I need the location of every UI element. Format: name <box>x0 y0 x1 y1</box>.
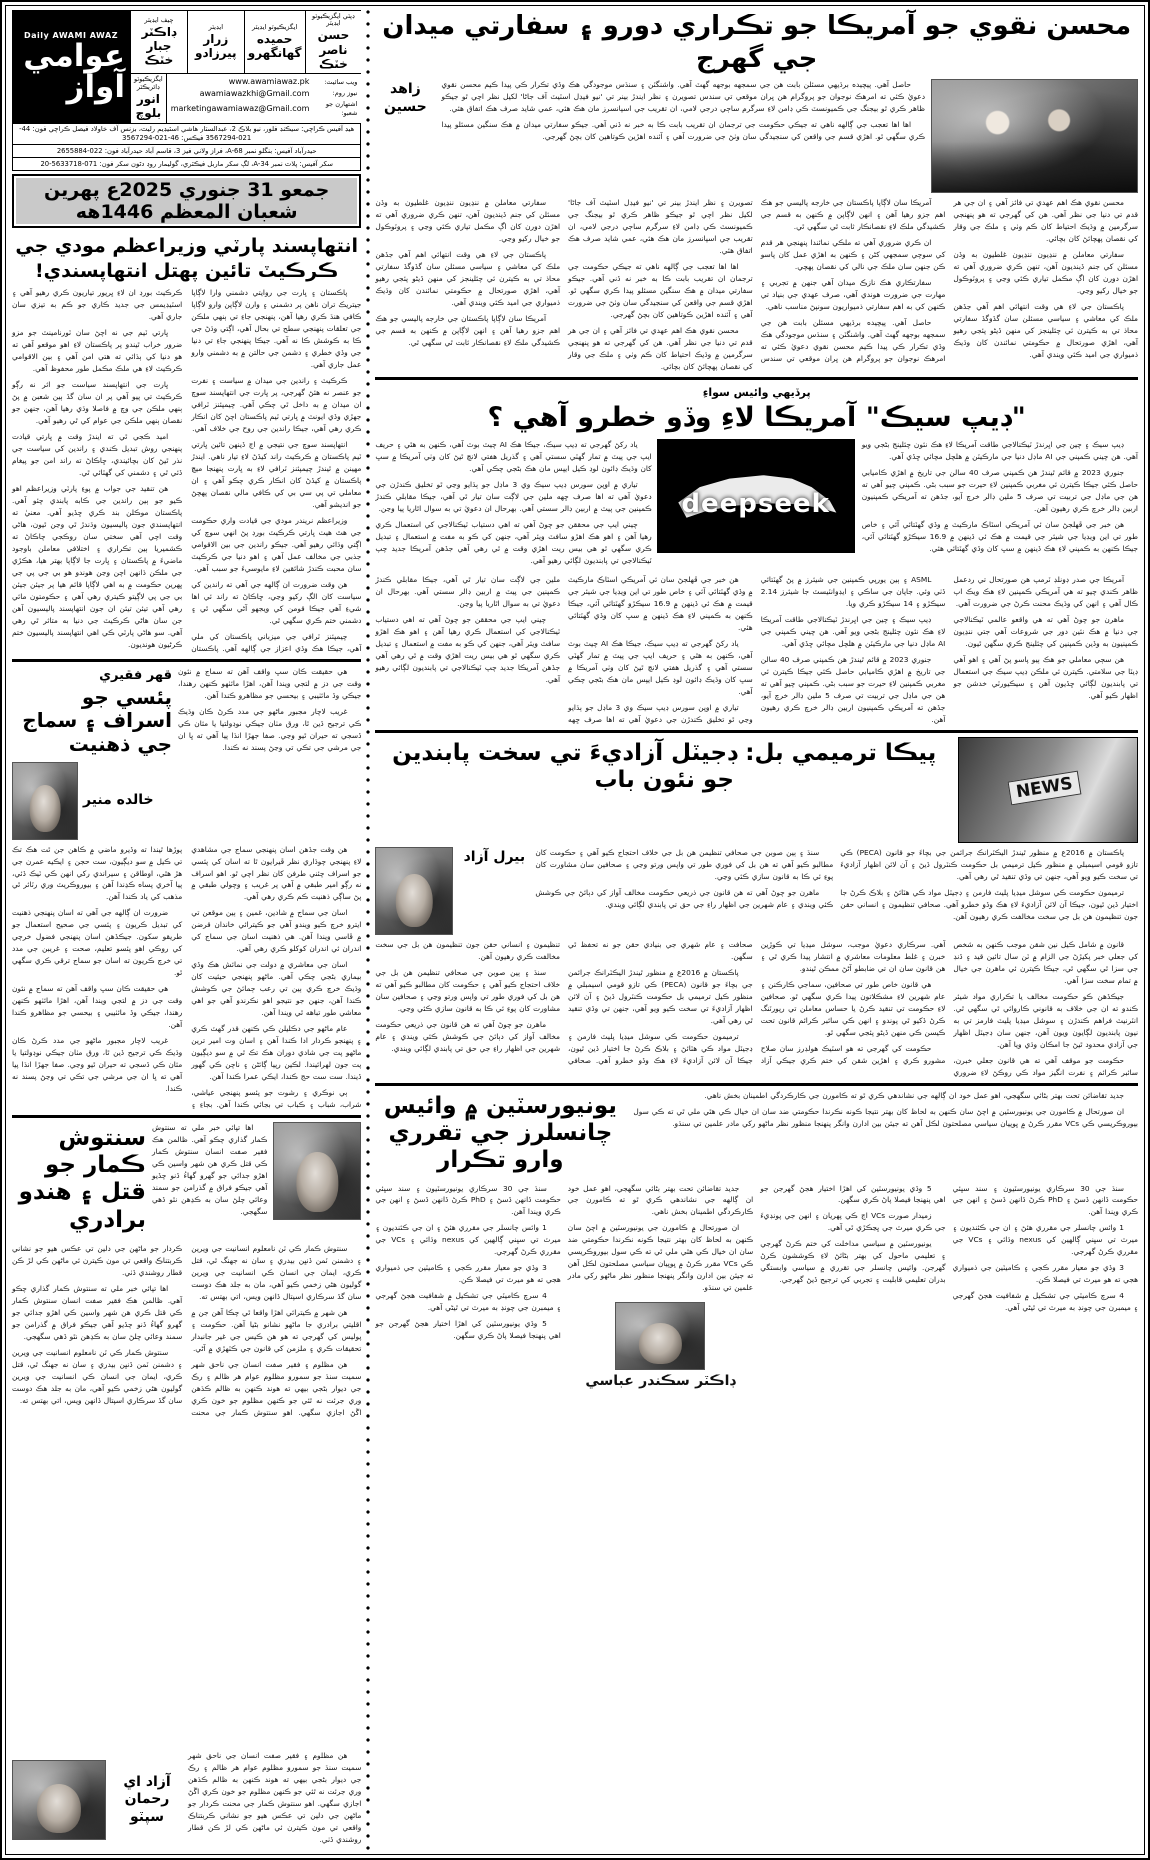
staff-role: ايڊيٽر <box>208 22 224 31</box>
paragraph: سنڌ جي 30 سرڪاري يونيورسٽيون ۽ سند سڀئي حڪومت ڏانهن ڏسڻ ۽ PhD ڪرڻ ڏانهن ڏسڻ ۽ انهن جي ڪري ويندا آهن. <box>952 1183 1138 1217</box>
paragraph: جنوري 2023 ۾ قائم ٿيندڙ هن ڪمپني صرف 40 سالن جي تاريخ ۾ اهڙي ڪاميابي حاصل ڪئي جيڪا ڪيترن ئي مغربي ڪمپنين لاءِ حيرت جو سبب بڻي. ڪمپني چيو آهي ته هن جي ماڊل جي تربيت تي صرف 5 ملين ڊالر خرچ آيو، جڏهن ته آمريڪي ڪمپنيون اربين ڊالر خرچ ڪري رهيون آهن. <box>760 655 946 725</box>
author-block <box>375 79 435 193</box>
paragraph: ماهرن جو چوڻ آهي ته هن قانون جي ذريعي حڪومت مخالف آواز کي دٻائڻ جي ڪوشش ڪئي ويندي ۽ عام شهرين جي اظهار راءِ جي حق تي پابندي لڳائي ويندي. <box>375 1020 561 1054</box>
author-photo <box>12 1760 106 1840</box>
paragraph: پاڪستان ۽ ڀارت جي روايتي دشمني وارا لاڳاپا جيتريڪ تران ناهن پر دشمني ۽ وارن لاڳاپن وارو لاڳاپا ڪافي هنڌ ڪري رهيا آهن، پنهنجي جاءِ تي ٻنهي ملڪن جي تعلقات پنهنجي سطح تي بحال آهي، اڳتي وڌڻ جي ڪا به ڪوشش ڪا نه آهي. جيڪا پنهنجي جاءِ تي دنيا جي وڏي خطري ۽ دشمن جي حالتن ۾ به دشمني وارو عمل جاري آهي. <box>191 288 362 370</box>
paragraph: 1 وائس چانسلر جي مقرري هئڻ ۽ ان جي ڪئنديون ۽ ميرٽ تي سڀني ڳالهين کي nexus وڌائي ۽ VCs جي مقرري ڪرڻ گهرجي. <box>952 1223 1138 1257</box>
paragraph: آمريڪا سان لاڳاپا پاڪستان جي خارجه پاليسي جو هڪ اهم جزو رهيا آهن ۽ انهن لاڳاپن ۾ ڪنهن به قسم جي ڪشيدگي ملڪ لاءِ نقصانڪار ثابت ٿي سگهي ٿي. <box>375 313 561 347</box>
paragraph: هن خبر جي ڦهلجڻ سان ئي آمريڪي اسٽاڪ مارڪيٽ ۾ وڏي گهٽتائي آئي ۽ خاص طور تي اين ويڊيا جي شيئر جي قيمت ۾ هڪ ئي ڏينهن ۾ 16.9 سيڪڙو گهٽتائي آئي، جيڪا ڪنهن به ڪمپني لاءِ هڪ ڏينهن ۾ سڀ کان وڏي گهٽتائي هئي. <box>568 575 753 633</box>
article-body-deepseek <box>375 574 1138 726</box>
paragraph: آمريڪا جي صدر ڊونلڊ ٽرمپ هن صورتحال تي ردعمل ظاهر ڪندي چيو ته هي آمريڪي ڪمپنين لاءِ هڪ ويڪ اپ ڪال آهي ۽ انهن کي وڌيڪ محنت ڪرڻ جي ضرورت آهي. <box>953 575 1138 609</box>
staff-name: حسن ناصر خٽڪ <box>317 28 350 72</box>
paragraph: ڀارت جي انتهاپسند سياست جو اثر نه رڳو ڪرڪيٽ تي پيو آهي پر ان سان گڏ ٻين شعبن ۾ پڻ ٻنهي ملڪن جي وچ ۾ فاصلا وڌي رهيا آهن، جنهن جو نقصان ٻنهي ملڪن جي عوام کي ٿي رهيو آهي. <box>12 380 183 426</box>
editorial-body <box>12 287 361 655</box>
author-photo <box>615 1302 705 1370</box>
paragraph: محسن نقوي هڪ اهم عهدي تي فائز آهي ۽ ان جي هر قدم تي دنيا جي نظر آهي. هن کي گهرجي ته هو پنهنجي سرگرمين ۾ وڌيڪ احتياط کان ڪم وٺي ۽ ملڪ جي وقار کي نقصان پهچائڻ کان بچائي. <box>953 198 1138 243</box>
paragraph: سفارتي معاملن ۾ ننڍيون ننڍيون غلطيون به وڏن مسئلن کي جنم ڏينديون آهن، تنهن ڪري ضروري آهي ته اهڙن دورن کان اڳ مڪمل تياري ڪئي وڃي ۽ پروٽوڪول جو خيال رکيو وڃي. <box>375 198 561 243</box>
contact-value: awamiawazkhi@Gmail.com <box>199 89 310 99</box>
paragraph: هي حقيقت ڪان سڀ واقف آهن ته سماج ۾ نئون وقت جي دز ۾ لتجي ويندا آهن، اهڙا مائٺهو ڪنهن رهندا، جيڪي وڏ مائٺيبي ۽ بيحسي جو مظاهرو ڪندا آهن. <box>178 666 362 700</box>
paragraph: ان صورتحال ۾ ڪامورن جي يونيورسٽين ۾ اچڻ سان ڪنهن به لحاظ کان بهتر نتيجا ڪونه نڪرندا حڪومتي ضد سان ان خيال ڪي هٿي ملي ٿي ته ڪي سول بيوروڪريسي ڪي VCs مقرر ڪرڻ ۾ ڀوپيان سياسي مصلحتون لڪل آهن ته جيئن بين ادارن وانگر پنهنجا منظور نظر ماڻهو رکي مادر علمين تي سنڌو. <box>567 1223 754 1293</box>
paragraph: ضرورت ان ڳالهه جي آهي ته اسان پنهنجي ذهنيت کي تبديل ڪريون ۽ پئسي جي صحيح استعمال جو طريقو سکون. جيڪڏهن اسان پنهنجي فضول خرچي کي روڪي اهو پئسو تعليم، صحت ۽ غريبن جي مدد تي خرچ ڪريون ته اسان جو سماج ترقي ڪري سگهي ٿو. <box>12 908 183 978</box>
contact-label: نيوز روم: <box>332 89 358 98</box>
paragraph: ڀارتي ٽيم جي نه اچڻ سان ٽورنامينٽ جو مزو ضرور خراب ٿيندو پر پاڪستان لاءِ اهو موقعو آهي ته هو دنيا کي ٻڌائي ته هتي امن آهي ۽ بين الاقوامي ڪرڪيٽ لاءِ هي ملڪ مڪمل طور محفوظ آهي. <box>12 328 183 374</box>
paragraph: سفارتي معاملن ۾ ننڍيون ننڍيون غلطيون به وڏن مسئلن کي جنم ڏينديون آهن، تنهن ڪري ضروري آهي ته اهڙن دورن کان اڳ مڪمل تياري ڪئي وڃي ۽ پروٽوڪول جو خيال رکيو وڃي. <box>953 249 1138 295</box>
section-divider <box>375 730 1138 733</box>
section-divider <box>375 1083 1138 1086</box>
address-sukkur: سکر آفيس: پلاٽ نمبر A-34، لڳ سکر ماربل فيڪٽري، گوليمار روڊ دٿون سکر فون: 071-5633718-20 <box>13 157 360 170</box>
paragraph: غريب لاچار مجبور ماڻهو جي مدد ڪرڻ ڪان وڌيڪ ڪي ترجيح ڏين ٿا، ورق مٺان جيڪي نوڊولتيا يا مثان ڪي ڏسجي ته حيران ٿيو وڃي. صفا جهڙا انڌا پيا آهي ته ڀا ان جي مرشي جي تڪي تي وڃڻ پسند نه ڪندا. <box>12 1036 183 1094</box>
paragraph: 4 سرچ ڪاميٽي جي تشڪيل ۾ شفافيت هجڻ گهرجي ۽ ميمبرن جي چونڊ به ميرٽ تي ٿيڻي آهي. <box>952 1291 1138 1313</box>
staff-editor <box>187 11 244 73</box>
column-qahar-faqiri <box>12 666 361 1111</box>
paragraph: ٻي نوڪري ۽ رشوت جو پئسو پنهنجي عياشي، شراب، شباب ۽ ڪباب تي بجائي ڪندا آهن. بجاءِ ۽ پوڙها ٿيندا ته وڏيرو ماضي ۾ ڪاهن جن ٿت هڪ تڪ تي ڪيل ۾ سو ديڳيون، ست حجن ۽ ايڪيه عمرن جي هڙ هٿي، اوطاقن ۽ سيراندي رکي انهن ڪي ٽيڪ ڏئي، پيا آخري پساه ڪڍندا آهن ۽ بيوروڪريٽ وري رٽائر ٿي مذهب کي ياد ڪندا آهن. <box>12 844 362 1110</box>
author-photo <box>12 762 78 840</box>
paragraph: اها اها تعجب جي ڳالهه ناهي ته جيڪي حڪومت جي ترجمان ان تقريب بابت ڪا به خبر نه ڏني آهي. جيڪو سفارتي ميدان ۾ هڪ سنگين مسئلو پيدا ڪري سگهي ٿو. اهڙي قسم جي واقعن کي سنجيدگي سان وٺڻ جي ضرورت آهي ۽ آئنده اهڙين ڪوتاهين کان بچڻ گهرجي. <box>568 261 753 319</box>
paragraph: اسان جي معاشري ۾ دولت جي نمائش هڪ وڏي بيماري بڻجي چڪي آهي. ماڻهو پنهنجي حيثيت کان وڌيڪ خرچ ڪري ٻين تي رعب ڄمائڻ جي ڪوشش ڪندا آهن، جنهن جو نتيجو اهو نڪرندو آهي جو اهي معاشي طور تباهه ٿي ويندا آهن. <box>191 960 362 1018</box>
section-divider <box>375 377 1138 380</box>
staff-deputy-exec-editor <box>305 11 362 73</box>
publication-date: جمعو 31 جنوري 2025ع پهرين شعبان المعظم 1446هه <box>16 178 357 224</box>
staff-role: ايگزيڪيوٽو ڊائريڪٽر <box>134 75 163 91</box>
staff-role: ايگزيڪيوٽو ايڊيٽر <box>252 22 298 31</box>
section-divider <box>12 659 361 662</box>
staff-exec-editor <box>244 11 305 73</box>
newspaper-logo <box>12 10 130 124</box>
paragraph: قانون ۾ شامل ڪيل نين شقن موجب ڪنهن به شخص کي جعلي خبر پکيڙڻ جي الزام ۾ ٽن سال تائين قيد ۽ ڏنڊ جي سزا ٿي سگهي ٿي، جيڪا ڪيترن ئي ماهرن جي خيال ۾ تمام سخت سزا آهي. <box>953 940 1138 986</box>
paragraph: هن مظلوم ۽ فقير صفت انسان جي ناحق شهر سميت سنڌ جو سمورو مظلوم عوام هر ظالم ۽ رڪ جي ديوار بڻجي بيهي ته هوند ڪنهن به ظالم ڪڌهن وري جرئت نه ٿئي جو ڪنهن مظلوم جو خون ڪري اڱڻ اجازي سگهي. اهو سنتوش ڪمار جي محنت ڪردار جو ماڻهن جي دلين تي عڪس هيو جو نشاني ڪربتناڪ واقعي تي مون ڪيترن ئي ماڻهن ڪي لڙ ڪن قطار روشندي ڏٺي. <box>12 1243 362 1417</box>
paragraph: جنوري 2023 ۾ قائم ٿيندڙ هن ڪمپني صرف 40 سالن جي تاريخ ۾ اهڙي ڪاميابي حاصل ڪئي جيڪا ڪيترن ئي مغربي ڪمپنين لاءِ حيرت جو سبب بڻي. ڪمپني چيو آهي ته هن جي ماڊل جي تربيت تي صرف 5 ملين ڊالر خرچ آيو، جڏهن ته آمريڪي ڪمپنيون اربين ڊالر خرچ ڪري رهيون آهن. <box>861 467 1138 513</box>
author-name: ڊاڪٽر سڪندر عباسي <box>585 1373 736 1390</box>
paragraph: تياري ۾ اوپن سورس ڊيپ سيڪ وي 3 ماڊل جو ٻڌايو وڃي ٿو تخليق ڪندڙن جي دعويٰ آهي ته اها صرف ڇهه ملين جي لاڳت سان تيار ٿي آهي، جيڪا مقابلي ڪندڙ ڪمپنين جي پيٽ ۾ اربين ڊالر سستي آهي. بهرحال ان دعويٰ تي به سوال اٿاريا پيا وڃن. <box>375 575 753 725</box>
paragraph: اسان جي سماج ۾ شادين، غمين ۽ ٻين موقعن تي ايترو خرچ ڪيو ويندو آهي جو ڪيترائي خاندان قرضن ۾ ڦاسي ويندا آهن. هي ذهنيت اسان جي سماج کي اندران ئي اندران کوکلو ڪري رهي آهي. <box>191 908 362 954</box>
paragraph: سفارتڪاري هڪ نازڪ ميدان آهي جنهن ۾ تجربي ۽ مهارت جي ضرورت هوندي آهي، صرف عهدي جي بنياد تي ڪنهن کي به اهم سفارتي ذميواريون سونپڻ مناسب ناهي. <box>760 277 946 311</box>
paragraph: 1 وائس چانسلر جي مقرري هئڻ ۽ ان جي ڪئنديون ۽ ميرٽ تي سڀني ڳالهين کي nexus وڌائي ۽ VCs جي مقرري ڪرڻ گهرجي. <box>375 1223 561 1257</box>
article-headline: يونيورسٽين ۾ وائيس چانسلرز جي تقرري وارو تڪرار <box>383 1093 617 1174</box>
paragraph: سنتوش ڪمار ڪي ٽن نامعلوم انسانيت جي ويرين ۽ دشمنن ٽمن ڏنڀن بيدري ۽ سان نه جهنگ ٿي، قتل ڪري، ايمان جي انسان ڪي انسانيت جي ويرين گوليون هڻي زخمي ڪيو آهي، مان به جلد هڪ دوست سان گڏ سرڪاري اسپتال ڏانهن ويس، اتي بهتس ته. <box>12 1347 183 1405</box>
paragraph: اميد ڪجي ٿي ته ايندڙ وقت ۾ ڀارتي قيادت پنهنجي روش تبديل ڪندي ۽ راندين کي سياست جي نذر ٿيڻ کان بچائيندي، ڇاڪاڻ ته راند امن جو پيغام ڏئي ٿي ۽ دشمني کي گهٽائي ٿي. <box>12 432 183 477</box>
contact-label: ويب سائيٽ: <box>324 77 358 86</box>
paragraph: چيمپئنز ٽرافي جي ميزباني پاڪستان کي ملي آهي، جيڪا هڪ وڏي اعزاز جي ڳالهه آهي. پاڪستان ڪرڪيٽ بورڊ ان لاءِ ڀرپور تياريون ڪري رهيو آهي ۽ اسٽيڊيمس جي جديد ڪاري جو ڪم به تيزي سان جاري آهي. <box>12 288 362 653</box>
paragraph: اها تپائي خبر ملي ته سنتوش ڪمار گذاري چڪو آهي. ظالمن هڪ فقير صفت انسان سنتوش ڪمار ڪي قتل ڪري هن شهر واسين ڪي اهڙو جدائي جو گهرو گهاءُ ڏنو چڏيو آهي جيڪو فراق ۾ گذرامن جو سمند وعائي چلڻ سان به ڪڍهن نٿو ڏهي سگهجي. <box>12 1283 183 1341</box>
masthead <box>12 10 361 124</box>
paragraph: سنڌ ۽ ٻين صوبن جي صحافي تنظيمن هن بل جي خلاف احتجاج ڪيو آهي ۽ حڪومت کان مطالبو ڪيو آهي ته هن بل کي فوري طور تي واپس ورتو وڃي ۽ صحافين سان مشاورت کان پوءِ ئي ڪا به قانون سازي ڪئي وڃي. <box>375 968 561 1014</box>
victim-photo <box>273 1122 361 1220</box>
paragraph: هي قانون خاص طور تي صحافين، سماجي ڪارڪنن ۽ عام شهرين لاءِ مشڪلاتون پيدا ڪري سگهي ٿو. صحافين لاءِ حڪومت تي تنقيد ڪرڻ يا حساس معاملن تي رپورٽنگ ڪرڻ ڏکيو ٿي پوندو ۽ انهن ڪي سائبر ڪرائم قانون تحت ڪيسن ڪي منهن ڏيڻو پئجي سگهي ٿو. <box>760 980 946 1038</box>
staff-role: چيف ايڊيٽر <box>144 15 174 24</box>
staff-row-editors <box>131 11 361 74</box>
paragraph: ماهرن جو چوڻ آهي ته هي واقعو عالمي ٽيڪنالاجي جي دنيا ۾ هڪ نئين دور جي شروعات آهي جتي ننڍيون ڪمپنيون به وڏين ڪمپنين کي چئلينج ڪري سگهن ٿيون. <box>953 615 1138 649</box>
column-body-qahar <box>12 844 361 1112</box>
paragraph: زميدار صورت VCs اڄ ڪي پهريان ۽ انهن جي پونڊيءَ جي ڪري ميرٽ جي ڀڃڪڙي ٿي آهي. <box>760 1211 946 1233</box>
staff-name: حميده گهانگهرو <box>247 31 302 61</box>
paragraph: پاڪستان ۾ 2016ع ۾ منظور ٿيندڙ اليڪٽرانڪ جرائمن جي بچاءَ جو قانون (PECA) ڪي تازو قومي اسيمبلي ۾ منظور ڪيل ترميمي بل حڪومت ڪنٽرول ڏيڻ ۽ آن لائن اظهار آزاديءَ تي سخت ڪيو ويو آهي، جنهن تي وڏي تنقيد ٿي رهي آهي. <box>840 848 1138 882</box>
paragraph: ترميمون حڪومت ڪي سوشل ميڊيا پليٽ فارمن ۽ ڊجيٽل مواد ڪي هٽائڻ ۽ بلاڪ ڪرڻ جا اختيار ڏين ٿيون، جيڪا آن لائن آزاديءَ لاءِ هڪ وڏو خطرو آهي. صحافي تنظيمون ۽ انساني حقن جون تنظيمون هن بل جي سخت مخالفت ڪري رهيون آهن. <box>375 940 753 1066</box>
paragraph: سنڌ جي 30 سرڪاري يونيورسٽيون ۽ سند سڀئي حڪومت ڏانهن ڏسڻ ۽ PhD ڪرڻ ڏانهن ڏسڻ ۽ انهن جي ڪري ويندا آهن. <box>375 1183 561 1217</box>
paragraph: هن وقت ضرورت ان ڳالهه جي آهي ته راندين کي سياست کان الڳ رکيو وڃي، ڇاڪاڻ ته راند ئي اها شيءِ آهي جيڪا قومن کي ويجهو آڻي سگهي ٿي ۽ دشمني ختم ڪري سگهي ٿي. <box>191 579 362 625</box>
paragraph: آمريڪا سان لاڳاپا پاڪستان جي خارجه پاليسي جو هڪ اهم جزو رهيا آهن ۽ انهن لاڳاپن ۾ ڪنهن به قسم جي ڪشيدگي ملڪ لاءِ نقصانڪار ثابت ٿي سگهي ٿي. <box>760 198 946 231</box>
paragraph: هن شهر ۾ ڪيترائي اهڙا واقعا ٿي چڪا آهن جن ۾ اقليتي برادري جا ماڻهو نشانو بڻيا آهن. حڪومت ۽ پوليس کي گهرجي ته هو هن ڪيس جي غير جانبدار تحقيقات ڪري ۽ ملزمن کي قانون جي ڪٽهڙي ۾ آڻي. <box>191 1307 362 1353</box>
staff-name: زرار پيرزادو <box>195 31 237 61</box>
staff-name: انور بلوچ <box>135 91 162 121</box>
paragraph: حڪومت کي گهرجي ته هو اسٽيڪ هولڊرز سان صلاح مشورو ڪري ۽ اهڙين شقن کي ختم ڪري جيڪي آزاد صحافت ۽ عام شهري جي بنيادي حقن جو نه تحفظ ٿي سگهن. <box>568 940 946 1066</box>
logo-sindhi-text: عوامي آواز <box>23 37 125 105</box>
paragraph: ASML ۽ ٻين يورپي ڪمپنين جي شيئرز ۾ پڻ گهٽتائي ڏٺي وئي. جاپان جي ساڪي ۽ ايڊوانٽيسٽ جا شيئرز 2.14 سيڪڙو ۽ 14 سيڪڙو ڪري ويا. <box>760 575 946 609</box>
staff-row-contacts <box>131 74 361 122</box>
contact-value: marketingawamiawaz@Gmail.com <box>170 104 310 114</box>
article-santosh-kumar <box>12 1122 361 1850</box>
paragraph: پاڪستان ۾ 2016ع ۾ منظور ٿيندڙ اليڪٽرانڪ جرائمن جي بچاءَ جو قانون (PECA) ڪي تازو قومي اسيمبلي ۾ منظور ڪيل ترميمي بل حڪومت ڪنٽرول ڏيڻ ۽ آن لائن اظهار آزاديءَ تي سخت ڪيو ويو آهي، جنهن تي وڏي تنقيد ٿي رهي آهي. <box>568 968 753 1026</box>
paragraph: جديد تقاضائن تحت بهتر بڻائي سگهجي، اهو عمل خود ان ڳالهه جي نشاندهي ڪري ٿو ته ڪامورن جي ڪارڪردگي اطمينان بخش ناهي. <box>704 1091 1124 1101</box>
contact-marketing[interactable] <box>171 100 358 119</box>
author-name: آزاد اي رحمان سپٽو <box>123 1773 171 1825</box>
address-hyderabad: حيدرآباد آفيس: بنگلو نمبر A-68، فراز ولاني فيز 3، قاسم آباد حيدرآباد فون: 022-2655884 <box>13 144 360 157</box>
paragraph: حاصل آهي. پيچيده برڌيهي مسئلن بابت هن جي سمجهه بوجهه گهٽ آهي. واشنگٽن ۽ سنڌس موجودگي هڪ وڏي تڪرار ڪي پيدا ڪيم محسن نقوي دعويٰ ڪئي ته امرهڪ نوجوان جو پروگرام هن ڀران موقعي تي سندس تصويرن ۽ نظر ايندڙ بينر تي 'نيو فيڊل اسٽيٽ آف جاڻا' لکيل نظر اچي ٿو جيڪو ظاهر ڪري ٿو بيجنگ جي ڪميونسٽ ڪي ڊامن لاءِ سرگرم ساڄي درجي لامي، ان تقريب جي اسپانسرز مان هڪ هئي، عمي شايد صرف هڪ اتفاق هئي. <box>441 80 925 113</box>
main-content-region <box>371 6 1144 1854</box>
paragraph: 3 وڏي جو معيار مقرر ڪجي ۽ ڪاميٽين جي ذميواري هجي ته هو ميرٽ تي فيصلا ڪن. <box>375 1263 561 1285</box>
article-mohsin-naqvi <box>375 10 1138 193</box>
staff-chief-editor <box>131 11 187 73</box>
contact-newsroom[interactable] <box>171 88 358 100</box>
paragraph: اها تپائي خبر ملي ته سنتوش ڪمار گذاري چڪو آهي. ظالمن هڪ فقير صفت انسان سنتوش ڪمار ڪي قتل ڪري هن شهر واسين ڪي اهڙو جدائي جو گهرو گهاءُ ڏنو چڏيو آهي جيڪو فراق ۾ گذرامن جو سمند وعائي چلڻ سان به ڪڍهن نٿو ڏهي سگهجي. <box>152 1123 268 1217</box>
paragraph: 3 وڏي جو معيار مقرر ڪجي ۽ ڪاميٽين جي ذميواري هجي ته هو ميرٽ تي فيصلا ڪن. <box>952 1263 1138 1285</box>
column-separator <box>365 6 371 1854</box>
paragraph: وزيراعظم نريندر مودي جي قيادت واري حڪومت جي هٿ هيٺ ڀارتي ڪرڪيٽ بورڊ پڻ انهي سوچ کي اڳتي وڌائي رهيو آهي. جيڪو راندين جي بين الاقوامي جذبي جي مخالف عمل آهي ۽ اهو دنيا جي ڪرڪيٽ سان محبت ڪندڙ شائقين لاءِ مايوسيءَ جو سبب آهي. <box>191 515 362 573</box>
contact-value: www.awamiawaz.pk <box>228 77 310 87</box>
article-peca <box>375 737 1138 1079</box>
paragraph: هن خبر جي ڦهلجڻ سان ئي آمريڪي اسٽاڪ مارڪيٽ ۾ وڏي گهٽتائي آئي ۽ خاص طور تي اين ويڊيا جي شيئر جي قيمت ۾ هڪ ئي ڏينهن ۾ 16.9 سيڪڙو گهٽتائي آئي، جيڪا ڪنهن به ڪمپني لاءِ هڪ ڏينهن ۾ سڀ کان وڏي گهٽتائي هئي. <box>861 519 1139 553</box>
paragraph: ماهرن جو چوڻ آهي ته هن قانون جي ذريعي حڪومت مخالف آواز کي دٻائڻ جي ڪوشش ڪئي ويندي ۽ عام شهرين جي اظهار راءِ جي حق تي پابندي لڳائي ويندي. <box>535 888 834 910</box>
contact-website[interactable] <box>171 76 358 88</box>
article-kicker: پرڏيهي وائيس سواءِ <box>702 385 811 399</box>
paragraph: حڪومت جو موقف آهي ته هي قانون جعلي خبرن، سائبر ڪرائم ۽ نفرت انگيز مواد ڪي روڪڻ لاءِ ضروري آهي. سرڪاري دعويٰ موجب، سوشل ميڊيا تي ڪوڙين خبرن ۽ غلط معلومات معاشري ۾ انتشار پيدا ڪري ٿي ۽ هن قانون سان ان تي ضابطو آڻڻ ممڪن ٿيندو. <box>760 940 1138 1078</box>
paragraph: اها اها تعجب جي ڳالهه ناهي ته جيڪي حڪومت جي ترجمان ان تقريب بابت ڪا به خبر نه ڏني آهي. جيڪو سفارتي ميدان ۾ هڪ سنگين مسئلو پيدا ڪري سگهي ٿو. اهڙي قسم جي واقعن کي سنجيدگي سان وٺڻ جي ضرورت آهي ۽ آئنده اهڙين ڪوتاهين کان بچڻ گهرجي. <box>441 119 925 141</box>
paragraph: جيڪڏهن ڪو حڪومت مخالف يا تڪراري مواد شيئر ڪندو ته ان جي خلاف به قانوني ڪاروائي ٿي سگهي ٿي. انٽرنيٽ فراهم ڪندڙن ۽ سوشل ميڊيا پليٽ فارمز تي به نيون پابنديون لڳايون ويون آهن، جنهن سان ڊجيٽل اظهار جي آزادي محدود ٿيڻ جا امڪان وڌي ويا آهن. <box>953 992 1138 1050</box>
paragraph: ترميمون حڪومت ڪي سوشل ميڊيا پليٽ فارمن ۽ ڊجيٽل مواد ڪي هٽائڻ ۽ بلاڪ ڪرڻ جا اختيار ڏين ٿيون، جيڪا آن لائن آزاديءَ لاءِ هڪ وڏو خطرو آهي. صحافي تنظيمون ۽ انساني حقن جون تنظيمون هن بل جي سخت مخالفت ڪري رهيون آهن. <box>840 888 1138 922</box>
paragraph: 5 وڏي يونيورسٽين کي اهڙا اختيار هجڻ گهرجن جو اهي پنهنجا فيصلا پاڻ ڪري سگهن. <box>760 1183 946 1205</box>
staff-box <box>130 10 361 124</box>
paragraph: چيني ايپ جي محققن جو چوڻ آهي ته اهي دستياب ٽيڪنالاجي کي استعمال ڪري رهيا آهن ۽ اهو هڪ اهڙو سافٽ ويئر آهي، جنهن کي ڪو به مفت ۾ استعمال ۽ تبديل ڪري سگهي ٿو هي بيس ريت اهڙي وقت ۾ ٿي رهي آهي جڏهن آمريڪا جديد چپ ٽيڪنالاجي تي پابنديون لڳائي رهيو آهي. <box>375 615 561 685</box>
article-body-santosh <box>12 1243 361 1747</box>
article-headline: محسن نقوي جو آمريڪا جو تڪراري دورو ۽ سفارتي ميدان جي گهرج <box>382 11 1132 74</box>
logo-english-text: Daily AWAMI AWAZ <box>23 30 119 40</box>
staff-name: ڊاڪٽر جبار خٽڪ <box>141 24 177 68</box>
paragraph: غريب لاچار مجبور ماڻهو جي مدد ڪرڻ ڪان وڌيڪ ڪي ترجيح ڏين ٿا، ورق مٺان جيڪي نوڊولتيا يا مثان ڪي ڏسجي ته حيران ٿيو وڃي. صفا جهڙا انڌا پيا آهي ته ڀا ان جي مرشي جي تڪي تي وڃڻ پسند نه ڪندا. <box>178 706 362 752</box>
author-block <box>460 847 528 935</box>
paragraph: پاڪستان جي لاءِ هي وقت انتهائي اهم آهي جڏهن ملڪ کي معاشي ۽ سياسي مسئلن سان گڏوگڏ سفارتي محاذ تي به ڪيترن ئي چئلينجز کي منهن ڏيڻو پئجي رهيو آهي، اهڙي صورتحال ۾ حڪومتي نمائندن کان وڌيڪ ذميواري جي اميد ڪئي ويندي آهي. <box>375 249 561 307</box>
paragraph: ڪرڪيٽ ۽ راندين جي ميدان ۾ سياست ۽ نفرت جو عنصر نه هئڻ گهرجي، پر ڀارت جي انتهاپسند سوچ ان ميدان ۾ به داخل ٿي چڪي آهي. چيمپئنز ٽرافي جهڙي وڏي ايونٽ ۾ ڀارتي ٽيم پاڪستان اچڻ کان انڪار ڪري رهي آهي، جيڪا راندين جي روح جي خلاف آهي. <box>191 376 362 434</box>
contact-box <box>166 74 362 122</box>
paragraph: 4 سرچ ڪاميٽي جي تشڪيل ۾ شفافيت هجڻ گهرجي ۽ ميمبرن جي چونڊ به ميرٽ تي ٿيڻي آهي. <box>375 1291 561 1313</box>
section-divider <box>12 1115 361 1118</box>
article-body-peca <box>375 939 1138 1079</box>
paragraph: ياد رکڻ گهرجي ته ڊيپ سيڪ، جيڪا هڪ AI چيٽ بوٽ آهي، ڪنهن به هٿي ۽ حريف ايپ جي پيٽ ۾ تمار گهٽي سستي آهي ۽ گذريل هفتي لانچ ٿيڻ کان وٺي آمريڪا ۾ سڀ کان وڌيڪ ڊائون لوڊ ڪيل ايپس مان هڪ بڻجي چڪي آهي. <box>568 639 753 697</box>
article-headline: پيڪا ترميمي بل: ڊجيٽل آزاديءَ تي سخت پابندين جو نئون باب <box>392 740 937 794</box>
article-headline: "ڊيپ سيڪ" آمريڪا لاءِ وڏو خطرو آهي ؟ <box>487 401 1026 433</box>
page-columns <box>5 5 1145 1855</box>
paragraph: 5 وڏي يونيورسٽين کي اهڙا اختيار هجڻ گهرجن جو اهي پنهنجا فيصلا پاڻ ڪري سگهن. <box>375 1319 561 1341</box>
staff-exec-director <box>131 74 166 122</box>
paragraph: ان صورتحال ۾ ڪامورن جي يونيورسٽين ۾ اچڻ سان ڪنهن به لحاظ کان بهتر نتيجا ڪونه نڪرندا حڪومتي ضد سان ان خيال ڪي هٿي ملي ٿي ته ڪي سول بيوروڪريسي ڪي VCs مقرر ڪرڻ ۾ ڀوپيان سياسي مصلحتون لڪل آهن ته جيئن بين ادارن وانگر پنهنجا منظور نظر ماڻهو رکي مادر علمين تي سنڌو. <box>633 1107 1138 1129</box>
paragraph: چيني ايپ جي محققن جو چوڻ آهي ته اهي دستياب ٽيڪنالاجي کي استعمال ڪري رهيا آهن ۽ اهو هڪ اهڙو سافٽ ويئر آهي، جنهن کي ڪو به مفت ۾ استعمال ۽ تبديل ڪري سگهي ٿو هي بيس ريت اهڙي وقت ۾ ٿي رهي آهي جڏهن آمريڪا جديد چپ ٽيڪنالاجي تي پابنديون لڳائي رهيو آهي. <box>375 519 652 565</box>
masthead-and-editorial-region <box>6 6 365 1854</box>
article-body-mohsin <box>375 197 1138 373</box>
paragraph: انتهاپسند سوچ جي نتيجي ۾ اڄ ڏينهن تائين ڀارتي ٽيم پاڪستان ۾ ڪرڪيٽ راند کيڏڻ لاءِ تيار ناهي. ايندڙ مهينن ۾ ٿيندڙ چيمپئنز ٽرافي لاءِ به ڀارت پنهنجا ميچ پاڪستان ۾ کيڏڻ کان انڪار ڪري چڪو آهي ۽ ان معاملي تي پي سي بي کي ڪافي مالي نقصان پهچڻ جو انديشو آهي. <box>191 440 362 509</box>
author-photo <box>375 847 453 935</box>
paragraph: پاڪستان جي لاءِ هي وقت انتهائي اهم آهي جڏهن ملڪ کي معاشي ۽ سياسي مسئلن سان گڏوگڏ سفارتي محاذ تي به ڪيترن ئي چئلينجز کي منهن ڏيڻو پئجي رهيو آهي، اهڙي صورتحال ۾ حڪومتي نمائندن کان وڌيڪ ذميواري جي اميد ڪئي ويندي آهي. <box>953 301 1138 359</box>
article-headline: سنتوش ڪمار جو قتل ۽ هندو برادري <box>18 1125 146 1233</box>
article-deepseek <box>375 384 1138 727</box>
paragraph: ياد رکڻ گهرجي ته ڊيپ سيڪ، جيڪا هڪ AI چيٽ بوٽ آهي، ڪنهن به هٿي ۽ حريف ايپ جي پيٽ ۾ تمار گهٽي سستي آهي ۽ گذريل هفتي لانچ ٿيڻ کان وٺي آمريڪا ۾ سڀ کان وڌيڪ ڊائون لوڊ ڪيل ايپس مان هڪ بڻجي چڪي آهي. <box>375 439 652 473</box>
paragraph: سنڌ ۽ ٻين صوبن جي صحافي تنظيمن هن بل جي خلاف احتجاج ڪيو آهي ۽ حڪومت کان مطالبو ڪيو آهي ته هن بل کي فوري طور تي واپس ورتو وڃي ۽ صحافين سان مشاورت کان پوءِ ئي ڪا به قانون سازي ڪئي وڃي. <box>535 848 834 882</box>
column-kicker: قهر فقيري <box>99 667 172 683</box>
paragraph: محسن نقوي هڪ اهم عهدي تي فائز آهي ۽ ان جي هر قدم تي دنيا جي نظر آهي. هن کي گهرجي ته هو پنهنجي سرگرمين ۾ وڌيڪ احتياط کان ڪم وٺي ۽ ملڪ جي وقار کي نقصان پهچائڻ کان بچائي. <box>568 325 753 371</box>
paragraph: حاصل آهي. پيچيده برڌيهي مسئلن بابت هن جي سمجهه بوجهه گهٽ آهي. واشنگٽن ۽ سنڌس موجودگي هڪ وڏي تڪرار ڪي پيدا ڪيم محسن نقوي دعويٰ ڪئي ته امرهڪ نوجوان جو پروگرام هن ڀران موقعي تي سندس تصويرن ۽ نظر ايندڙ بينر تي 'نيو فيڊل اسٽيٽ آف جاڻا' لکيل نظر اچي ٿو جيڪو ظاهر ڪري ٿو بيجنگ جي ڪميونسٽ ڪي ڊامن لاءِ سرگرم ساڄي درجي لامي، ان تقريب جي اسپانسرز مان هڪ هئي، عمي شايد صرف هڪ اتفاق هئي. <box>568 198 946 363</box>
address-karachi: هيڊ آفيس ڪراچي: سيڪنڊ فلور، نيو بلاڪ 2، عبدالستار هاشي اسٽيڊيم رليٽ، بزنس آف خاولاد فيصل ڪراچي فون: 44-021-3567294 فيڪس: 46-021-3567294 <box>19 125 355 142</box>
address-block <box>12 124 361 171</box>
deepseek-logo-image <box>657 439 855 553</box>
paragraph: يونيورسٽين ۾ سياسي مداخلت کي ختم ڪرڻ گهرجي ۽ تعليمي ماحول کي بهتر بڻائڻ لاءِ ڪوششون ڪرڻ گهرجن. وائيس چانسلر جي تقرري ۾ سياسي وابستگي بدران تعليمي قابليت ۽ تجربي کي ترجيح ڏيڻ گهرجي. <box>760 1239 946 1285</box>
date-bar <box>12 174 361 228</box>
paragraph: ڊيپ سيڪ ۽ چين جي اڀرندڙ ٽيڪنالاجي طاقت آمريڪا لاءِ هڪ نئون چئلينج بڻجي ويو آهي. هن چيني ڪمپني جي AI ماڊل دنيا جي مارڪيٽن ۾ هلچل مچائي ڇڏي آهي. <box>861 439 1138 461</box>
author-name: خالده منير <box>83 791 154 808</box>
paragraph: هن مظلوم ۽ فقير صفت انسان جي ناحق شهر سميت سنڌ جو سمورو مظلوم عوام هر ظالم ۽ رڪ جي ديوار بڻجي بيهي ته هوند ڪنهن به ظالم ڪڌهن وري جرئت نه ٿئي جو ڪنهن مظلوم جو خون ڪري اڱڻ اجازي سگهي. اهو سنتوش ڪمار جي محنت ڪردار جو ماڻهن جي دلين تي عڪس هيو جو نشاني ڪربتناڪ واقعي تي مون ڪيترن ئي ماڻهن ڪي لڙ ڪن قطار روشندي ڏٺي. <box>188 1751 362 1845</box>
paragraph: ان ڪري ضروري آهي ته ملڪي نمائندا پنهنجي هر قدم کي سوچي سمجهي کڻن ۽ ڪنهن به اهڙي عمل کان پاسو ڪن جنهن سان ملڪ جي نالي کي نقصان پهچي. <box>760 237 946 271</box>
article-vice-chancellors <box>375 1090 1138 1850</box>
paragraph: هن سڄي معاملي جو هڪ ٻيو پاسو پڻ آهي ۽ اهو آهي ڊيٽا جي سلامتي. ڪيترن ئي ملڪن ڊيپ سيڪ جي استعمال تي پابنديون لڳائي ڇڏيون آهن ۽ سيڪيورٽي خدشن جو اظهار ڪيو آهي. <box>953 655 1138 701</box>
paragraph: عام ماڻهو جي دڪليلن ڪي ڪنهن قدر گهٽ ڪري ۽ پنهنجو ڪردار ادا ڪندا آهن ۽ اسان وت امير ترين ماڻهو پت جي شادي دوران هڪ تڪ ٿي ۾ سو ديڳيون پت جون لهرائيندا. لڪين رپيا ڳائڻن ۽ ناچن ڪي گهور ڏيندا. ست ست حج ڪندا، ايڪي عمرا ڪندا آهن. <box>191 1024 362 1082</box>
column-headline: پئسي جو اسراف ۽ سماج جي ذهنيت <box>22 684 172 756</box>
newspapers-photo <box>958 737 1138 843</box>
editorial-headline: انتهاپسند پارٽي وزيراعظم مودي جي ڪرڪيٽ تائين پهتل انتهاپسندي! <box>15 234 359 282</box>
contact-label: اشتهارن جو شعبو: <box>325 99 358 118</box>
author-name: زاهد حسين <box>384 81 427 115</box>
staff-role: ڊپٽي ايگزيڪيوٽو ايڊيٽر <box>311 12 355 28</box>
editorial-lead <box>12 228 361 655</box>
author-block <box>568 1300 753 1393</box>
paragraph: ڊيپ سيڪ ۽ چين جي اڀرندڙ ٽيڪنالاجي طاقت آمريڪا لاءِ هڪ نئون چئلينج بڻجي ويو آهي. هن چيني ڪمپني جي AI ماڊل دنيا جي مارڪيٽن ۾ هلچل مچائي ڇڏي آهي. <box>760 615 946 649</box>
paragraph: هي حقيقت ڪان سڀ واقف آهن ته سماج ۾ نئون وقت جي دز ۾ لتجي ويندا آهن، اهڙا مائٺهو ڪنهن رهندا، جيڪي وڏ مائٺيبي ۽ بيحسي جو مظاهرو ڪندا آهن. <box>12 984 183 1030</box>
paragraph: تياري ۾ اوپن سورس ڊيپ سيڪ وي 3 ماڊل جو ٻڌايو وڃي ٿو تخليق ڪندڙن جي دعويٰ آهي ته اها صرف ڇهه ملين جي لاڳت سان تيار ٿي آهي، جيڪا مقابلي ڪندڙ ڪمپنين جي پيٽ ۾ اربين ڊالر سستي آهي. بهرحال ان دعويٰ تي به سوال اٿاريا پيا وڃن. <box>375 479 652 513</box>
paragraph: سنتوش ڪمار ڪي ٽن نامعلوم انسانيت جي ويرين ۽ دشمنن ٽمن ڏنڀن بيدري ۽ سان نه جهنگ ٿي، قتل ڪري، ايمان جي انسان ڪي انسانيت جي ويرين گوليون هڻي زخمي ڪيو آهي، مان به جلد هڪ دوست سان گڏ سرڪاري اسپتال ڏانهن ويس، اتي بهتس ته. <box>191 1243 362 1301</box>
author-name: بيرل آزاد <box>463 849 526 866</box>
deepseek-wordmark: deepseek <box>681 488 830 519</box>
paragraph: جديد تقاضائن تحت بهتر بڻائي سگهجي، اهو عمل خود ان ڳالهه جي نشاندهي ڪري ٿو ته ڪامورن جي ڪارڪردگي اطمينان بخش ناهي. <box>567 1183 754 1217</box>
paragraph: هن تنقيد جي جواب ۾ پوءِ پارٽي وزيراعظم اهو ڪيو جو ٻين راندين جي ڪابه پابندي چئو آهي. پاڪستان موڪلن بند ڪري ڇڏيو آهي. معنيٰ ته انتهاپسندي جون پاليسيون وڌندڙ ٿي وڃن ٿيون، هاڻي وقت اچي آهي سختي سان روڪجي چاڪاڻ ته ڪشميريا ٻين تڪراري ۽ اختلافي معاملن باوجود ماضيءَ ۾ پاڪستان ۽ ڀارت جا لاڳاپا بهتر هيا، هڪڙي جي ملڪن ڌانهن اچن وڃن هوندو هو بي جي پي جي ڀهرين حڪومت ۾ به اهي لاڳاپا قائم هيا پر جيئن جيئن بي جي پي لاڳيتو ڪيتري رهي آهي ۽ حڪومتون مائي رهي آهي تيئن تيئن ان جون انتهاپسند پاليسيون آهن جن سان هاڻي ڪرڪيٽ جي دنيا به متاثر ٿي رهي آهي. سو هاڻي پارٽي ڪي اهي انتهاپسند پاليسيون ختم ڪرڻيون هونديون. <box>12 483 183 649</box>
article-photo <box>931 79 1138 193</box>
paragraph: هن وقت جڏهن اسان پنهنجي سماج جي مشاهدي لاءِ پنهنجي چوڌاري نظر ڦيرايون ٿا ته اسان کي پئسي جو اسراف چئني طرفن کان نظر اچي ٿو. اهو اسراف نه رڳو امير طبقي ۾ آهي پر غريب ۽ وچولي طبقي ۾ پڻ ساڳي ذهنيت ڪم ڪري رهي آهي. <box>191 844 362 902</box>
